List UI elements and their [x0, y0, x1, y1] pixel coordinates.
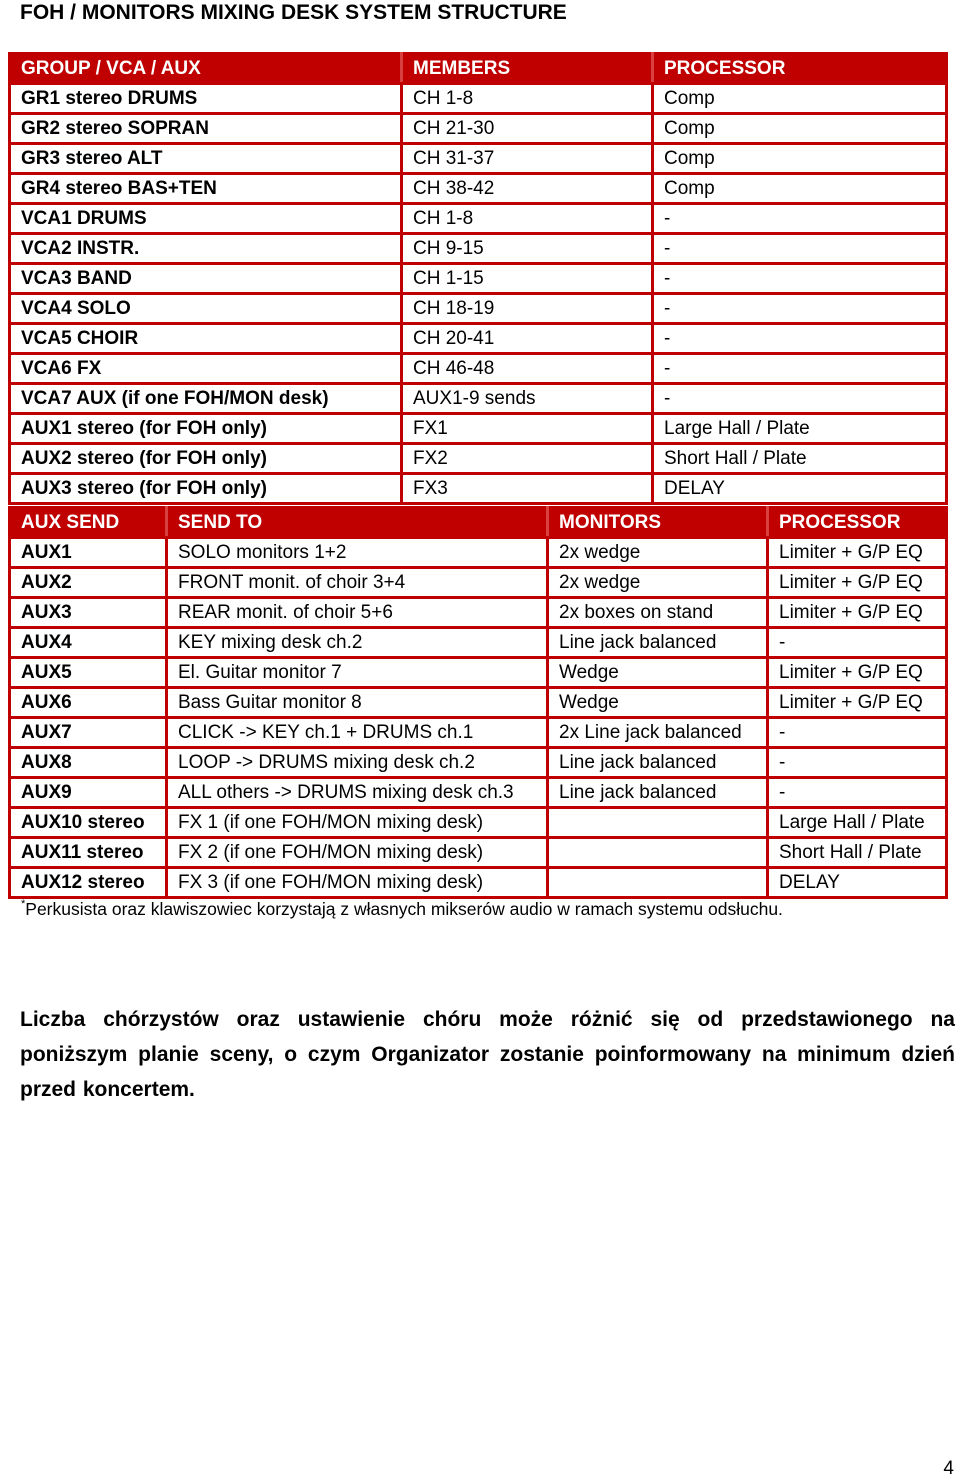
processor-cell: Limiter + G/P EQ: [768, 658, 947, 688]
members-cell: CH 1-8: [402, 84, 653, 114]
table-row: [10, 384, 947, 414]
processor-cell: -: [653, 384, 947, 414]
aux-send-cell: AUX4: [10, 628, 167, 658]
send-to-cell: REAR monit. of choir 5+6: [167, 598, 548, 628]
table-row: [10, 808, 947, 838]
monitors-cell: 2x boxes on stand: [548, 598, 768, 628]
processor-cell: -: [653, 204, 947, 234]
members-cell: FX1: [402, 414, 653, 444]
monitors-cell: Line jack balanced: [548, 778, 768, 808]
table-row: [10, 474, 947, 504]
header-members: MEMBERS: [402, 54, 653, 84]
processor-cell: -: [653, 324, 947, 354]
aux-send-cell: AUX12 stereo: [10, 868, 167, 898]
table-row: [10, 114, 947, 144]
table-row: [10, 264, 947, 294]
send-to-cell: Bass Guitar monitor 8: [167, 688, 548, 718]
groups-table: [8, 52, 948, 505]
members-cell: CH 1-15: [402, 264, 653, 294]
processor-cell: Large Hall / Plate: [768, 808, 947, 838]
header-send-to: SEND TO: [167, 508, 548, 538]
groups-table-header-row: [10, 54, 947, 84]
choir-note-paragraph: Liczba chórzystów oraz ustawienie chóru może różnić się od przedstawionego na poniższym planie sceny, o czym Organizator zostanie poinformowany na minimum dzień przed koncertem.: [20, 1008, 955, 1101]
header-aux-send: AUX SEND: [10, 508, 167, 538]
footnote: [21, 898, 783, 920]
header-processor: PROCESSOR: [768, 508, 947, 538]
processor-cell: DELAY: [768, 868, 947, 898]
page-number: 4: [943, 1458, 954, 1479]
group-cell: GR3 stereo ALT: [10, 144, 402, 174]
footnote-text: Perkusista oraz klawiszowiec korzystają z własnych mikserów audio w ramach systemu odsłuchu.: [25, 899, 783, 919]
processor-cell: -: [653, 354, 947, 384]
table-row: [10, 598, 947, 628]
send-to-cell: FRONT monit. of choir 3+4: [167, 568, 548, 598]
members-cell: CH 31-37: [402, 144, 653, 174]
members-cell: FX2: [402, 444, 653, 474]
monitors-cell: 2x Line jack balanced: [548, 718, 768, 748]
group-cell: GR4 stereo BAS+TEN: [10, 174, 402, 204]
processor-cell: Limiter + G/P EQ: [768, 688, 947, 718]
processor-cell: -: [653, 264, 947, 294]
members-cell: CH 21-30: [402, 114, 653, 144]
header-group-vca-aux: GROUP / VCA / AUX: [10, 54, 402, 84]
group-cell: GR2 stereo SOPRAN: [10, 114, 402, 144]
send-to-cell: LOOP -> DRUMS mixing desk ch.2: [167, 748, 548, 778]
table-row: [10, 778, 947, 808]
processor-cell: -: [653, 234, 947, 264]
table-row: [10, 84, 947, 114]
table-row: [10, 838, 947, 868]
header-monitors: MONITORS: [548, 508, 768, 538]
monitors-cell: Line jack balanced: [548, 628, 768, 658]
group-cell: VCA3 BAND: [10, 264, 402, 294]
processor-cell: -: [768, 778, 947, 808]
members-cell: CH 9-15: [402, 234, 653, 264]
members-cell: CH 18-19: [402, 294, 653, 324]
aux-send-cell: AUX10 stereo: [10, 808, 167, 838]
group-cell: VCA6 FX: [10, 354, 402, 384]
table-row: [10, 868, 947, 898]
processor-cell: Limiter + G/P EQ: [768, 598, 947, 628]
table-row: [10, 688, 947, 718]
processor-cell: Limiter + G/P EQ: [768, 568, 947, 598]
table-row: [10, 414, 947, 444]
group-cell: GR1 stereo DRUMS: [10, 84, 402, 114]
monitors-cell: Wedge: [548, 688, 768, 718]
group-cell: AUX2 stereo (for FOH only): [10, 444, 402, 474]
aux-send-cell: AUX6: [10, 688, 167, 718]
members-cell: CH 46-48: [402, 354, 653, 384]
monitors-cell: 2x wedge: [548, 568, 768, 598]
header-processor: PROCESSOR: [653, 54, 947, 84]
send-to-cell: CLICK -> KEY ch.1 + DRUMS ch.1: [167, 718, 548, 748]
processor-cell: -: [768, 718, 947, 748]
monitors-cell: Wedge: [548, 658, 768, 688]
table-row: [10, 628, 947, 658]
monitors-cell: [548, 808, 768, 838]
send-to-cell: El. Guitar monitor 7: [167, 658, 548, 688]
aux-send-cell: AUX5: [10, 658, 167, 688]
processor-cell: Large Hall / Plate: [653, 414, 947, 444]
send-to-cell: FX 1 (if one FOH/MON mixing desk): [167, 808, 548, 838]
footnote-marker: *: [21, 898, 26, 910]
send-to-cell: FX 3 (if one FOH/MON mixing desk): [167, 868, 548, 898]
aux-send-cell: AUX3: [10, 598, 167, 628]
table-row: [10, 144, 947, 174]
monitors-cell: 2x wedge: [548, 538, 768, 568]
send-to-cell: FX 2 (if one FOH/MON mixing desk): [167, 838, 548, 868]
monitors-cell: [548, 868, 768, 898]
aux-send-cell: AUX9: [10, 778, 167, 808]
processor-cell: -: [653, 294, 947, 324]
table-row: [10, 174, 947, 204]
members-cell: AUX1-9 sends: [402, 384, 653, 414]
group-cell: VCA2 INSTR.: [10, 234, 402, 264]
table-row: [10, 748, 947, 778]
aux-send-cell: AUX1: [10, 538, 167, 568]
members-cell: CH 1-8: [402, 204, 653, 234]
aux-sends-table: [8, 506, 948, 899]
members-cell: CH 20-41: [402, 324, 653, 354]
processor-cell: Comp: [653, 144, 947, 174]
table-row: [10, 718, 947, 748]
processor-cell: Short Hall / Plate: [653, 444, 947, 474]
group-cell: VCA5 CHOIR: [10, 324, 402, 354]
processor-cell: Comp: [653, 174, 947, 204]
members-cell: CH 38-42: [402, 174, 653, 204]
send-to-cell: SOLO monitors 1+2: [167, 538, 548, 568]
processor-cell: Limiter + G/P EQ: [768, 538, 947, 568]
table-row: [10, 204, 947, 234]
processor-cell: -: [768, 628, 947, 658]
group-cell: VCA7 AUX (if one FOH/MON desk): [10, 384, 402, 414]
table-row: [10, 324, 947, 354]
table-row: [10, 658, 947, 688]
aux-send-cell: AUX11 stereo: [10, 838, 167, 868]
processor-cell: -: [768, 748, 947, 778]
table-row: [10, 444, 947, 474]
send-to-cell: ALL others -> DRUMS mixing desk ch.3: [167, 778, 548, 808]
group-cell: AUX1 stereo (for FOH only): [10, 414, 402, 444]
table-row: [10, 234, 947, 264]
table-row: [10, 568, 947, 598]
aux-table-header-row: [10, 508, 947, 538]
page-title: FOH / MONITORS MIXING DESK SYSTEM STRUCTURE: [20, 1, 567, 24]
monitors-cell: Line jack balanced: [548, 748, 768, 778]
table-row: [10, 354, 947, 384]
send-to-cell: KEY mixing desk ch.2: [167, 628, 548, 658]
processor-cell: DELAY: [653, 474, 947, 504]
aux-send-cell: AUX8: [10, 748, 167, 778]
aux-send-cell: AUX7: [10, 718, 167, 748]
aux-send-cell: AUX2: [10, 568, 167, 598]
processor-cell: Comp: [653, 114, 947, 144]
monitors-cell: [548, 838, 768, 868]
table-row: [10, 538, 947, 568]
processor-cell: Short Hall / Plate: [768, 838, 947, 868]
group-cell: VCA1 DRUMS: [10, 204, 402, 234]
table-row: [10, 294, 947, 324]
processor-cell: Comp: [653, 84, 947, 114]
group-cell: VCA4 SOLO: [10, 294, 402, 324]
group-cell: AUX3 stereo (for FOH only): [10, 474, 402, 504]
members-cell: FX3: [402, 474, 653, 504]
